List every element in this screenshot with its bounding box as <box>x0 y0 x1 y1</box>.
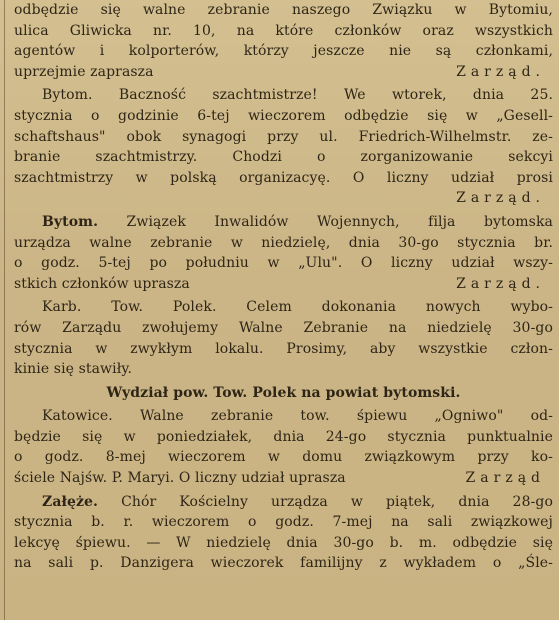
text-line: kinie się stawiły. <box>14 361 133 378</box>
text-line: lekcyę śpiewu. — W niedzielę dnia 30-go b. m. odbędzie się <box>14 534 553 551</box>
notice-katowice-ogniwo <box>14 406 553 488</box>
text-line <box>14 85 553 106</box>
section-heading: Wydział pow. Tow. Polek na powiat bytomski. <box>106 384 461 401</box>
text-line: będzie się w poniedziałek, dnia 24-go stycznia punktualnie <box>14 428 553 445</box>
notice-bytom-szachtmistrze <box>14 85 553 209</box>
text-line <box>14 468 553 489</box>
text-line: schaftshaus" obok synagogi przy ul. Friedrich-Wilhelmstr. ze- <box>14 128 553 145</box>
text-line: stycznia o godzinie 6-tej wieczorem odbędzie się w „Gesell- <box>14 107 553 124</box>
signature: Zarząd <box>465 470 545 487</box>
text-line: ulica Gliwicka nr. 10, na które członków oraz wszystkich <box>14 22 553 39</box>
notice-place: Bytom. <box>42 213 99 230</box>
text-line <box>14 492 553 513</box>
text-fragment: Chór Kościelny urządza w piątek, dnia 28-go <box>121 493 553 510</box>
text-line: odbędzie się walne zebranie naszego Związku w Bytomiu, <box>14 2 553 18</box>
text-fragment: ściele Najśw. P. Maryi. O liczny udział uprasza <box>14 470 346 487</box>
text-line: stycznia w zwykłym lokalu. Prosimy, aby wszystkie człon- <box>14 340 553 357</box>
text-line: szachtmistrzy w polską organizacyę. O liczny udział prosi <box>14 169 553 186</box>
text-line <box>14 297 553 318</box>
text-fragment: Tow. Polek. Celem dokonania nowych wybo- <box>111 299 553 316</box>
notice-place: Katowice. <box>42 408 113 425</box>
text-line <box>14 62 553 83</box>
column-rule <box>4 0 5 620</box>
notice-place: Bytom. <box>42 87 93 104</box>
notice-karb-polek <box>14 297 553 379</box>
notice-place: Załęże. <box>42 493 99 510</box>
text-fragment: Walne zebranie tow. śpiewu „Ogniwo" od- <box>140 408 553 425</box>
text-line: stycznia b. r. wieczorem o godz. 7-mej na sali związkowej <box>14 514 553 531</box>
text-line: urządza walne zebranie w niedzielę, dnia 30-go stycznia br. <box>14 234 553 251</box>
text-line: branie szachtmistrzy. Chodzi o zorganizowanie sekcyi <box>14 149 553 166</box>
notice-place: Karb. <box>42 299 82 316</box>
text-fragment: stkich członków uprasza <box>14 275 190 292</box>
signature: Zarząd. <box>456 63 545 80</box>
signature: Zarząd. <box>456 190 545 207</box>
text-line <box>14 188 553 209</box>
text-fragment: Baczność szachtmistrze! We wtorek, dnia 25. <box>118 87 553 104</box>
text-line <box>14 274 553 295</box>
text-fragment: uprzejmie zaprasza <box>14 63 154 80</box>
notice-bytom-inwalidzi <box>14 212 553 294</box>
text-line <box>14 406 553 427</box>
signature: Zarząd. <box>456 275 545 292</box>
notice-zaleze-chor <box>14 492 553 574</box>
text-line: o godz. 5-tej po południu w „Ulu". O liczny udział wszy- <box>14 255 553 272</box>
text-line <box>14 212 553 233</box>
text-line: o godz. 8-mej wieczorem w domu związkowym przy ko- <box>14 449 553 466</box>
notice-zwiazek-meeting <box>14 0 553 82</box>
text-line: rów Zarządu zwołujemy Walne Zebranie na niedzielę 30-go <box>14 319 553 336</box>
text-fragment: Związek Inwalidów Wojennych, filja bytomska <box>126 213 553 230</box>
text-line: agentów i kolporterów, którzy jeszcze nie są członkami, <box>14 43 553 60</box>
text-line: na sali p. Danzigera wieczorek familijny z wykładem o „Śle- <box>14 555 553 572</box>
